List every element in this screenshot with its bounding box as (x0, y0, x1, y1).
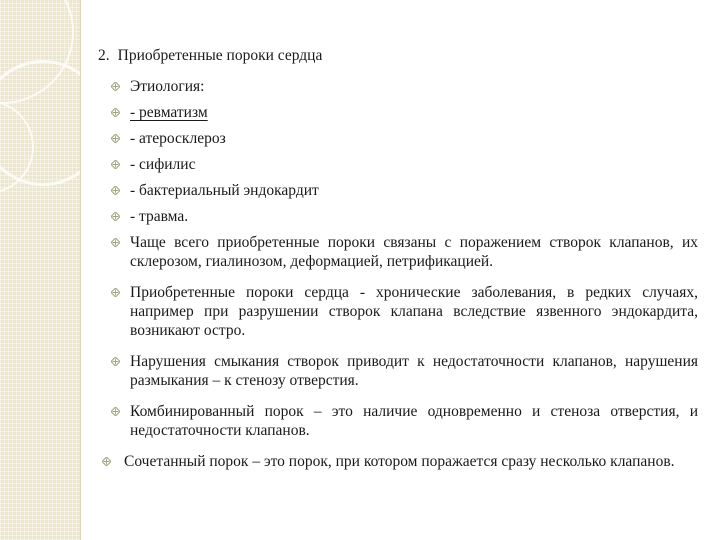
list-item: Этиология: (98, 77, 698, 96)
slide-heading (98, 46, 698, 65)
bullet-icon (111, 134, 120, 143)
bullet-list (98, 77, 698, 440)
panel-divider (80, 0, 81, 540)
list-item: - травма. (98, 207, 698, 226)
list-item: - бактериальный эндокардит (98, 181, 698, 200)
list-item: - сифилис (98, 155, 698, 174)
bullet-icon (111, 288, 120, 297)
bullet-icon (111, 238, 120, 247)
bullet-icon (111, 407, 120, 416)
bullet-icon (111, 212, 120, 221)
list-item: Чаще всего приобретенные пороки связаны с поражением створок клапанов, их склерозом, гиалинозом, деформацией, петрификацией. (98, 233, 698, 271)
list-item (98, 103, 698, 122)
list-item: - атеросклероз (98, 129, 698, 148)
bullet-icon (111, 108, 120, 117)
slide-content (98, 46, 698, 478)
decorative-side-panel (0, 0, 80, 540)
heading-text: Приобретенные пороки сердца (117, 47, 323, 64)
heading-number: 2. (98, 47, 110, 64)
list-item: Нарушения смыкания створок приводит к недостаточности клапанов, нарушения размыкания – к стенозу отверстия. (98, 352, 698, 390)
list-item: Сочетанный порок – это порок, при котором поражается сразу несколько клапанов. (98, 452, 698, 471)
outer-bullet-list (98, 452, 698, 471)
bullet-icon (102, 457, 111, 466)
underlined-text: - ревматизм (130, 104, 208, 121)
bullet-icon (111, 160, 120, 169)
list-item: Приобретенные пороки сердца - хронические заболевания, в редких случаях, например при разрушении створок клапана вследствие язвенного эндокардита, возникают остро. (98, 283, 698, 340)
list-item: Комбинированный порок – это наличие одновременно и стеноза отверстия, и недостаточности клапанов. (98, 402, 698, 440)
bullet-icon (111, 82, 120, 91)
bullet-icon (111, 357, 120, 366)
bullet-icon (111, 186, 120, 195)
